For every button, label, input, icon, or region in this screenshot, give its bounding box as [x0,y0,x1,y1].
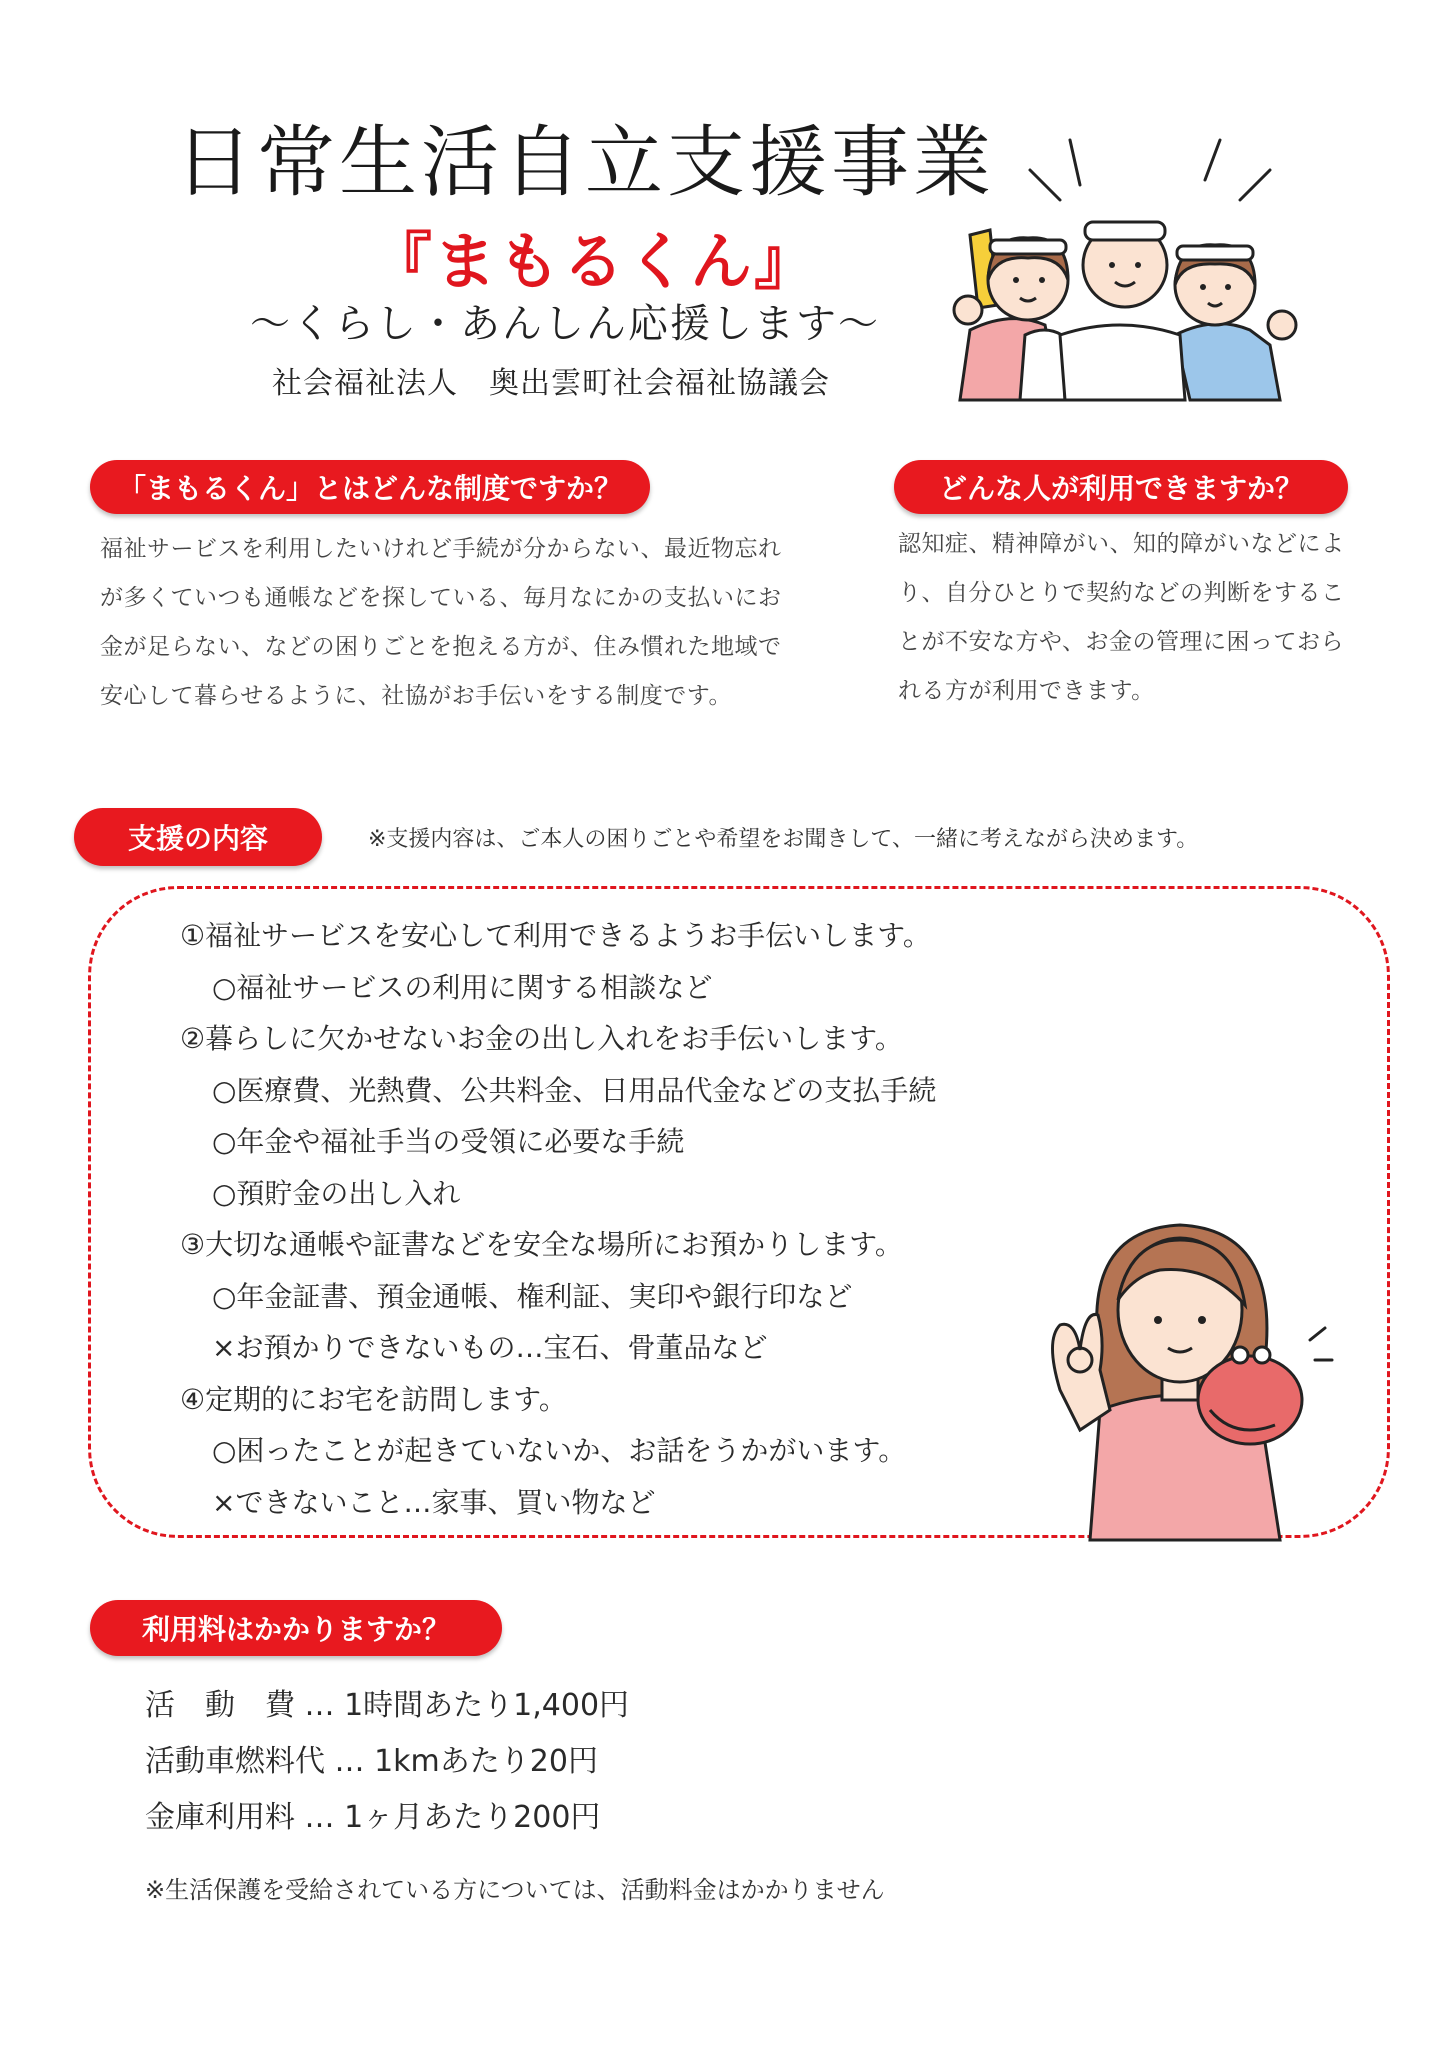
fee-label: 金庫利用料 [145,1800,295,1835]
eligibility-text: 認知症、精神障がい、知的障がいなどにより、自分ひとりで契約などの判断をすることが不安な方や、お金の管理に困っておられる方が利用できます。 [898,531,1345,704]
fees-heading: 利用料はかかりますか？ [90,1600,502,1656]
fee-row-safe [145,1790,629,1846]
list-item: ×お預かりできないもの…宝石、骨董品など [212,1331,768,1364]
list-item: ③大切な通帳や証書などを安全な場所にお預かりします。 [180,1228,903,1261]
fees-note: ※生活保護を受給されている方については、活動料金はかかりません [145,1876,885,1904]
list-item: ○年金証書、預金通帳、権利証、実印や銀行印など [212,1279,853,1313]
list-item: ×できないこと…家事、買い物など [212,1485,656,1519]
organization-name: 社会福祉法人 奥出雲町社会福祉協議会 [272,366,830,401]
list-item: ○福祉サービスの利用に関する相談など [212,970,713,1004]
about-heading: 「まもるくん」とはどんな制度ですか？ [90,460,650,514]
list-item: ○年金や福祉手当の受領に必要な手続 [212,1125,685,1158]
list-item: ④定期的にお宅を訪問します。 [180,1382,567,1416]
fee-label: 活 動 費 [145,1688,295,1723]
fee-row-activity [145,1678,629,1734]
eligibility-heading: どんな人が利用できますか？ [894,460,1348,514]
tagline: ～くらし・あんしん応援します～ [250,301,880,347]
list-item: ②暮らしに欠かせないお金の出し入れをお手伝いします。 [180,1022,903,1055]
fee-label: 活動車燃料代 [145,1744,325,1779]
support-heading: 支援の内容 [74,808,322,866]
list-item: ①福祉サービスを安心して利用できるようお手伝いします。 [180,919,931,952]
fee-value: … 1ヶ月あたり200円 [304,1800,601,1835]
list-item: ○預貯金の出し入れ [212,1176,461,1210]
program-name: 『まもるくん』 [370,225,819,298]
woman-with-purse-illustration [1040,1210,1340,1540]
support-list [180,910,936,1528]
fees-list [145,1678,629,1846]
fee-value: … 1kmあたり20円 [334,1744,598,1779]
fee-value: … 1時間あたり1,400円 [304,1688,630,1723]
support-note: ※支援内容は、ご本人の困りごとや希望をお聞きして、一緒に考えながら決めます。 [368,827,1199,852]
fee-row-fuel [145,1734,629,1790]
page-title: 日常生活自立支援事業 [175,118,996,208]
about-text: 福祉サービスを利用したいけれど手続が分からない、最近物忘れが多くていつも通帳などを探している、毎月なにかの支払いにお金が足らない、などの困りごとを抱える方が、住み慣れた地域で安心して暮らせるように、社協がお手伝いをする制度です。 [100,536,782,709]
list-item: ○医療費、光熱費、公共料金、日用品代金などの支払手続 [212,1073,937,1107]
cheering-people-illustration [950,130,1320,400]
list-item: ○困ったことが起きていないか、お話をうかがいます。 [212,1434,907,1467]
